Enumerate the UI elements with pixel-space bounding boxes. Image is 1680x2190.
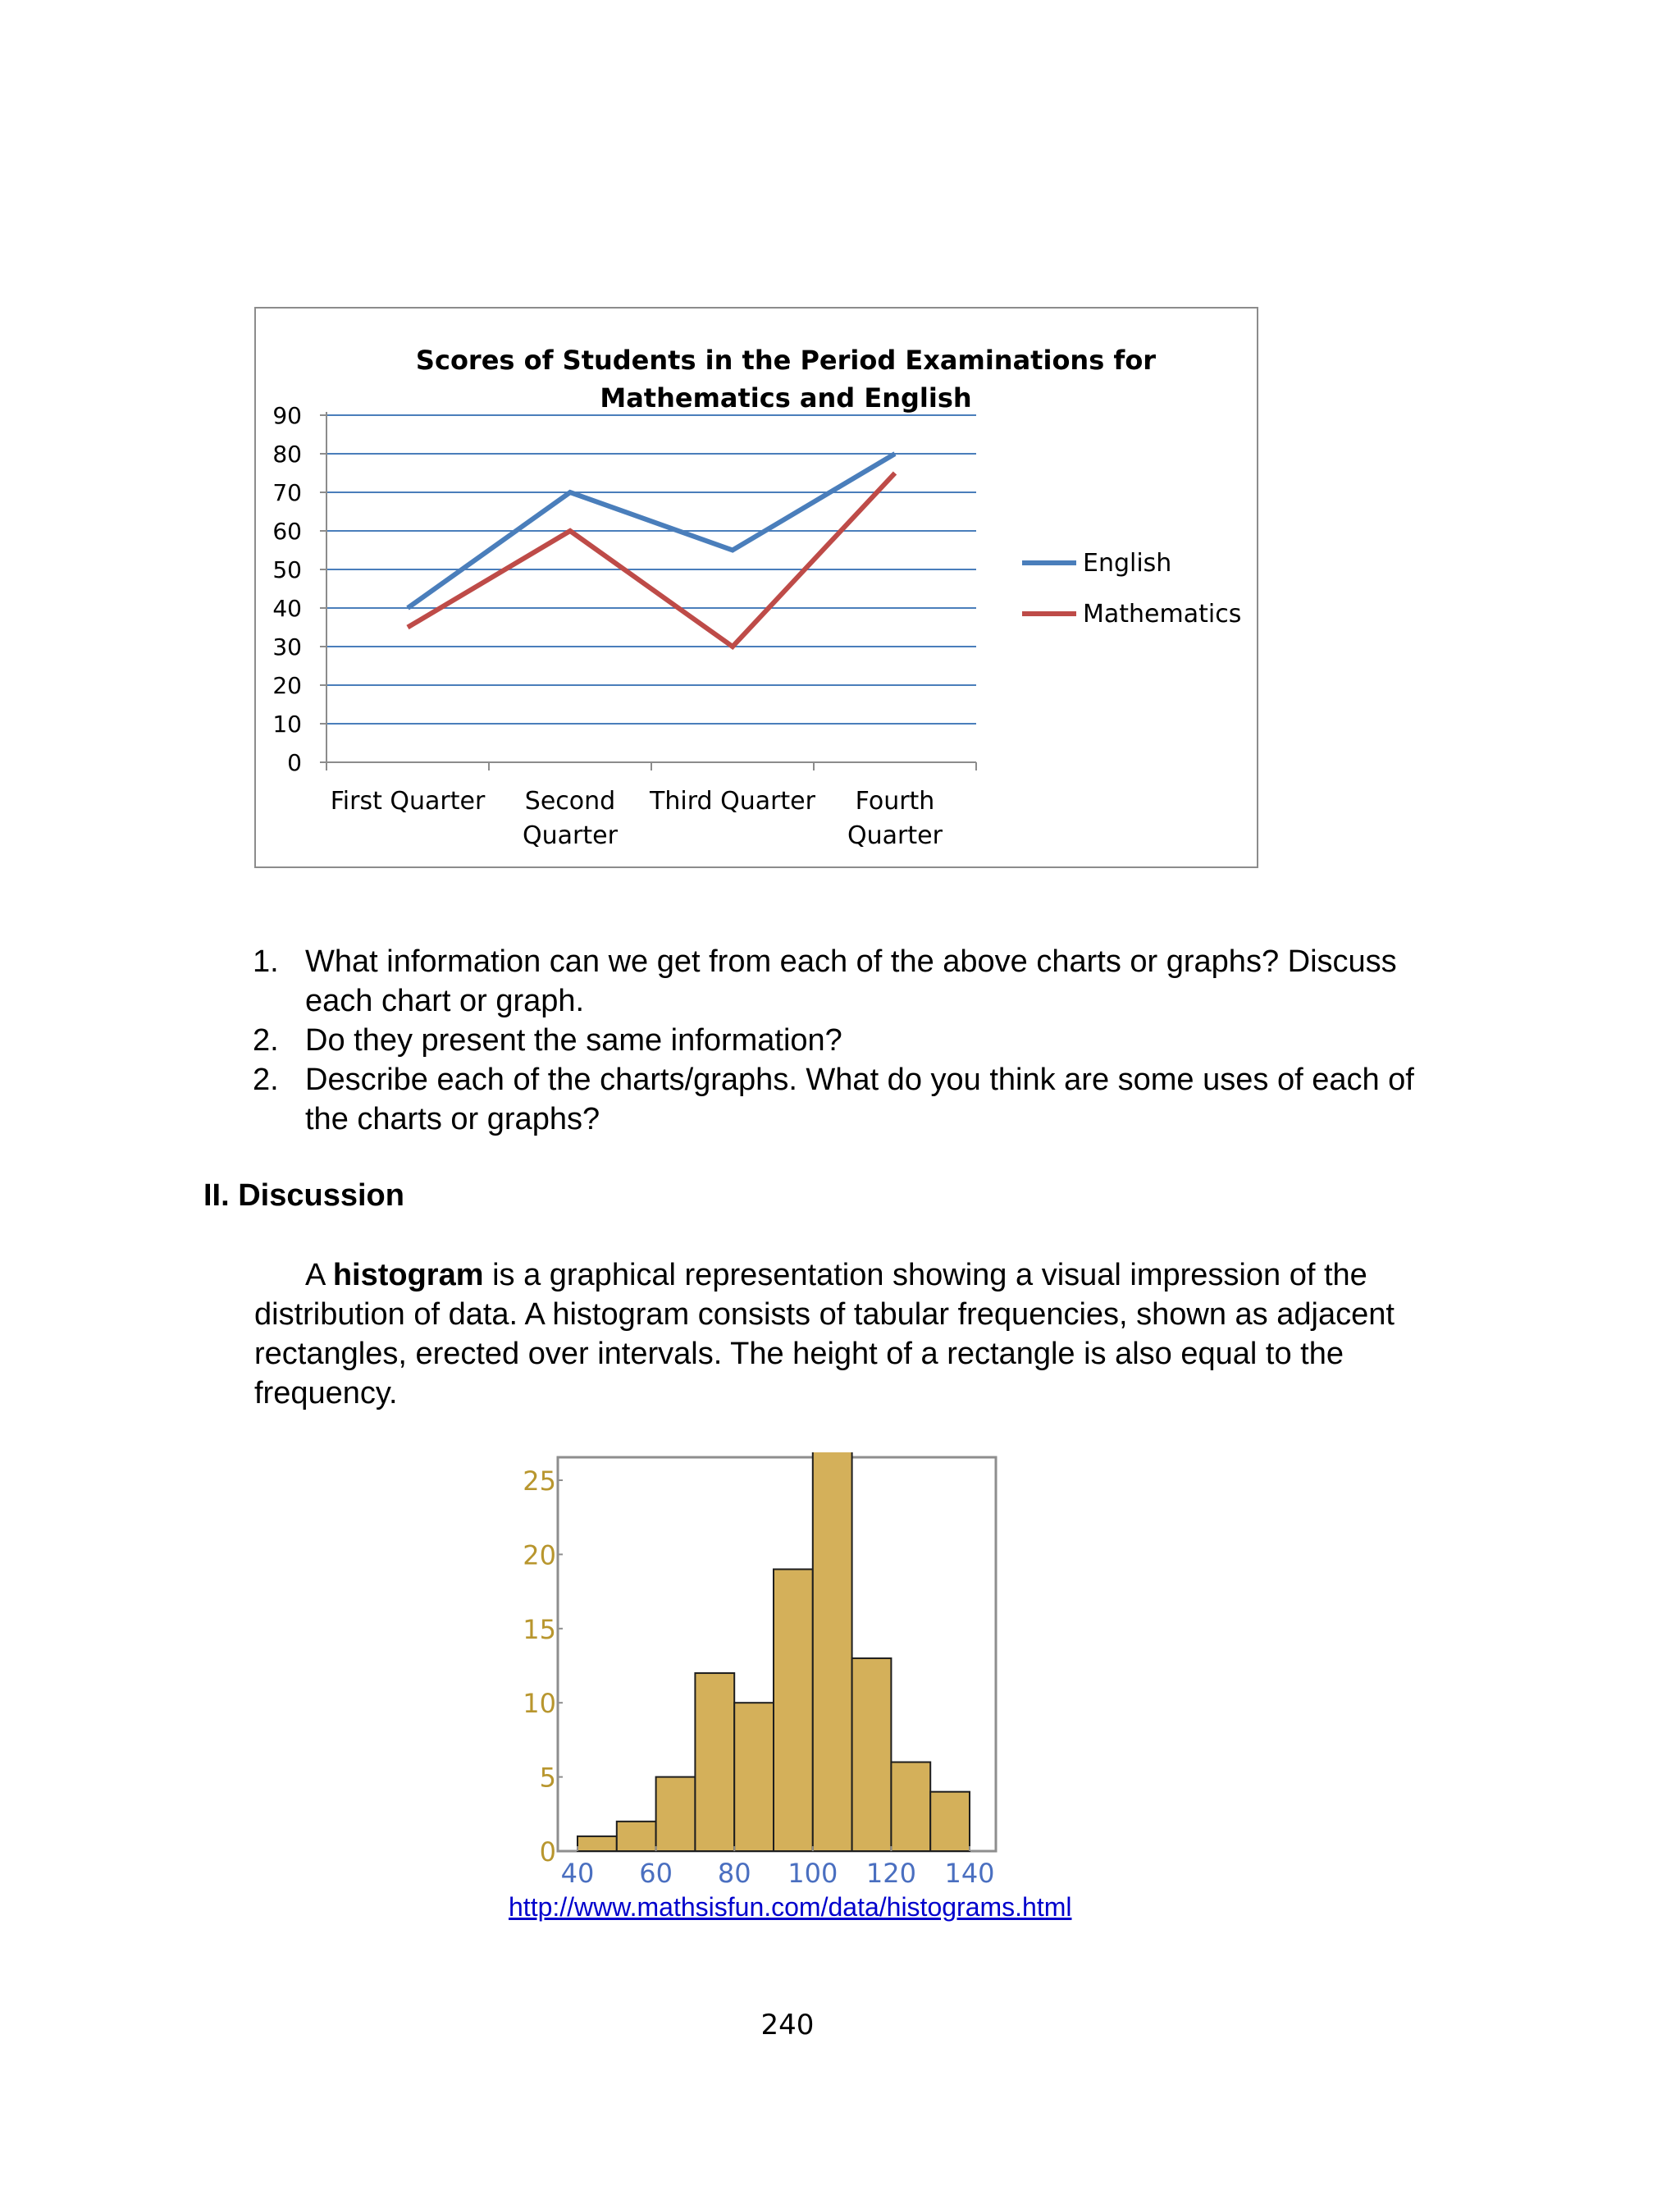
histogram-chart (500, 1452, 1025, 1895)
section-heading: II. Discussion (203, 1178, 404, 1213)
x-tick-label: Fourth (855, 787, 935, 816)
x-tick-label: Second (524, 787, 616, 816)
question-text: Describe each of the charts/graphs. What do you think are some uses of each of the charts or graphs? (305, 1063, 1414, 1136)
hist-x-tick-label: 60 (639, 1858, 673, 1889)
y-tick-label: 10 (272, 711, 302, 738)
y-tick-label: 0 (287, 749, 302, 776)
histogram-bar (695, 1673, 734, 1851)
hist-y-tick-label: 15 (523, 1613, 556, 1645)
question-text: Do they present the same information? (305, 1023, 842, 1058)
question-number: 1. (253, 944, 279, 979)
x-tick-label: Quarter (847, 821, 943, 850)
x-tick-label: Third Quarter (650, 787, 815, 816)
hist-x-tick-label: 100 (788, 1858, 838, 1889)
question-item (246, 1021, 1460, 1060)
chart-title-line-1: Scores of Students in the Period Examinations for (415, 345, 1157, 376)
y-tick-label: 20 (272, 672, 302, 699)
page-number: 240 (760, 2009, 815, 2041)
histogram-bar (813, 1452, 852, 1851)
histogram-bar (734, 1703, 774, 1851)
hist-y-tick-label: 5 (539, 1762, 556, 1794)
histogram-bar (852, 1658, 892, 1851)
histogram-svg (500, 1452, 1025, 1895)
histogram-bar (891, 1763, 930, 1851)
histogram-bar (930, 1792, 970, 1851)
question-number: 2. (253, 1023, 279, 1058)
legend-label: English (1083, 549, 1172, 578)
histogram-bar (617, 1822, 656, 1851)
hist-x-tick-label: 140 (944, 1858, 995, 1889)
y-tick-label: 50 (272, 556, 302, 583)
source-link[interactable]: http://www.mathsisfun.com/data/histograms.html (509, 1892, 1072, 1922)
line-chart-svg (256, 309, 1260, 870)
y-tick-label: 80 (272, 441, 302, 468)
histogram-definition (254, 1255, 1403, 1413)
paragraph-bold-term: histogram (332, 1258, 484, 1292)
histogram-x-ticks (561, 1846, 995, 1889)
legend-label: Mathematics (1083, 600, 1242, 629)
hist-y-tick-label: 10 (523, 1688, 556, 1720)
chart-series (408, 454, 895, 647)
y-tick-label: 30 (272, 633, 302, 661)
histogram-bar (774, 1569, 813, 1851)
y-tick-label: 90 (272, 402, 302, 429)
y-tick-label: 60 (272, 518, 302, 545)
question-text: What information can we get from each of the above charts or graphs? Discuss each chart or graph. (305, 944, 1397, 1018)
chart-legend (1022, 549, 1241, 629)
question-number: 2. (253, 1063, 279, 1097)
paragraph-pre: A (305, 1258, 333, 1292)
x-tick-label: First Quarter (330, 787, 486, 816)
paragraph-post: is a graphical representation showing a visual impression of the distribution of data. A histogram consists of tabular frequencies, shown as adjacent rectangles, erected over intervals. The height of a rectangle is also equal to the frequency. (254, 1258, 1395, 1410)
y-tick-label: 40 (272, 595, 302, 622)
y-axis-ticks (272, 402, 326, 776)
histogram-bar (656, 1777, 696, 1851)
chart-title-line-2: Mathematics and English (600, 382, 972, 414)
x-tick-label: Quarter (523, 821, 618, 850)
hist-x-tick-label: 80 (717, 1858, 751, 1889)
question-list (246, 942, 1460, 1139)
question-item (246, 1060, 1460, 1139)
hist-y-tick-label: 0 (539, 1836, 556, 1868)
hist-x-tick-label: 120 (865, 1858, 916, 1889)
y-tick-label: 70 (272, 479, 302, 506)
line-chart (254, 307, 1258, 868)
hist-x-tick-label: 40 (560, 1858, 595, 1889)
x-axis-ticks (326, 762, 976, 850)
hist-y-tick-label: 25 (523, 1465, 556, 1497)
hist-y-tick-label: 20 (523, 1539, 556, 1571)
histogram-bar (578, 1836, 617, 1851)
question-item (246, 942, 1460, 1021)
